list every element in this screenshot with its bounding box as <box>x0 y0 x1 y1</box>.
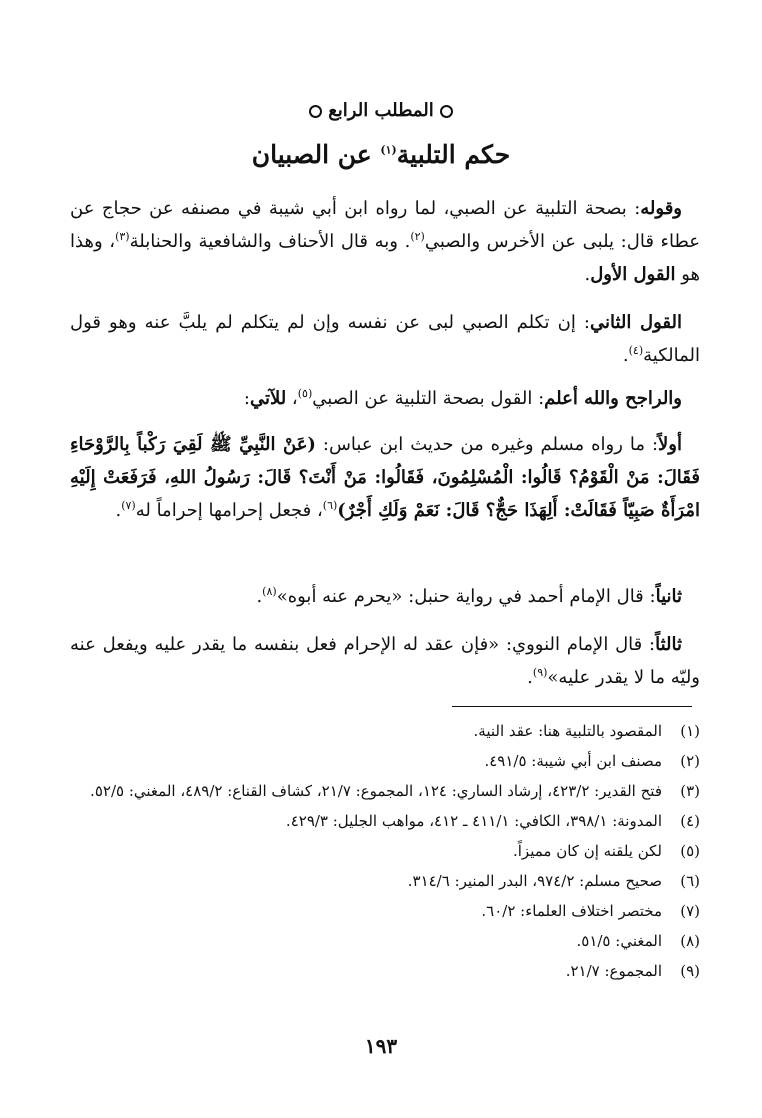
footnote-number: (٣) <box>680 782 700 800</box>
paragraph-text: ، وهذا هو <box>70 231 700 285</box>
paragraph-text: : قال الإمام أحمد في رواية حنبل: «يحرم عنه أبوه» <box>276 586 656 607</box>
footnote-item <box>70 716 700 746</box>
paragraph-text: : ما رواه مسلم وغيره من حديث ابن عباس: <box>315 434 659 455</box>
title-text: حكم التلبية <box>396 140 511 169</box>
footnote-number: (٢) <box>680 752 700 770</box>
footnote-ref: (٣) <box>115 230 130 243</box>
footnote-item <box>70 746 700 776</box>
footnote-text: المقصود بالتلبية هنا: عقد النية. <box>473 722 662 740</box>
footnote-ref: (١) <box>380 143 397 157</box>
footnote-text: لكن يلقنه إن كان مميزاً. <box>513 842 662 860</box>
paragraph-text: : بصحة التلبية عن الصبي، لما رواه ابن أبي شيبة في مصنفه عن حجاج عن عطاء قال: يلبى عن الأخرس والصبي <box>70 198 700 252</box>
paragraph-text: . <box>622 345 629 366</box>
paragraph-text: ، فجعل إحرامها إحراماً له <box>135 500 323 521</box>
footnote-item <box>70 776 700 806</box>
footnote-ref: (٧) <box>121 499 136 512</box>
paragraph <box>70 580 700 613</box>
paragraph-bold: للآتي <box>249 388 287 409</box>
circle-bullet-icon <box>309 105 322 118</box>
footnote-ref: (٢) <box>410 230 425 243</box>
footnote-item <box>70 806 700 836</box>
footnote-ref: (٩) <box>532 666 548 679</box>
section-label <box>0 100 762 121</box>
footnote-text: المغني: ٥١/٥. <box>576 932 662 950</box>
paragraph-bold: القول الأول <box>590 264 676 285</box>
paragraph-lead: وقوله <box>640 198 682 219</box>
footnote-text: صحيح مسلم: ٩٧٤/٢، البدر المنير: ٣١٤/٦. <box>407 872 662 890</box>
paragraph <box>70 382 700 415</box>
footnote-number: (٩) <box>680 962 700 980</box>
paragraph-text: : إن تكلم الصبي لبى عن نفسه وإن لم يتكلم لم يلبَّ عنه وهو قول المالكية <box>70 312 700 366</box>
footnote-text: المدونة: ٣٩٨/١، الكافي: ٤١١/١ ـ ٤١٢، مواهب الجليل: ٤٢٩/٣. <box>285 812 662 830</box>
page-title <box>0 140 762 169</box>
paragraph-lead: أولاً <box>658 434 682 455</box>
paragraph <box>70 192 700 291</box>
title-text: عن الصبيان <box>251 140 381 169</box>
footnote-item <box>70 866 700 896</box>
footnote-item <box>70 956 700 986</box>
footnote-ref: (٤) <box>628 344 644 357</box>
paragraph <box>70 428 700 527</box>
paragraph-text: . <box>527 667 533 688</box>
footnote-text: مختصر اختلاف العلماء: ٦٠/٢. <box>481 902 662 920</box>
footnote-number: (٧) <box>680 902 700 920</box>
footnote-number: (٦) <box>680 872 700 890</box>
paragraph-text: : القول بصحة التلبية عن الصبي <box>312 388 545 409</box>
hadith-quote: (عَنْ النَّبِيِّ ﷺ لَقِيَ رَكْباً بِالرَّوْحَاءِ فَقَالَ: مَنْ الْقَوْمُ؟ قَالُوا: الْمُسْلِمُونَ، فَقَالُوا: مَنْ أَنْتَ؟ قَالَ: رَسُولُ اللهِ، فَرَفَعَتْ إِلَيْهِ امْرَأَةٌ صَبِيّاً فَقَالَتْ: أَلِهَذَا حَجٌّ؟ قَالَ: نَعَمْ وَلَكِ أَجْرٌ) <box>70 434 700 521</box>
paragraph <box>70 306 700 372</box>
footnote-item <box>70 926 700 956</box>
footnote-text: مصنف ابن أبي شيبة: ٤٩١/٥. <box>484 752 662 770</box>
circle-bullet-icon <box>440 105 453 118</box>
paragraph-text: ، <box>286 388 298 409</box>
footnote-divider <box>452 706 692 707</box>
paragraph-text: : قال الإمام النووي: «فإن عقد له الإحرام فعل بنفسه ما يقدر عليه ويفعل عنه وليّه ما لا يقدر عليه» <box>70 634 700 688</box>
page-number: ١٩٣ <box>364 1034 398 1058</box>
paragraph-lead: ثالثاً <box>655 634 682 655</box>
paragraph-text: . <box>584 264 591 285</box>
footnote-number: (٨) <box>680 932 700 950</box>
footnote-number: (٥) <box>680 842 700 860</box>
footnote-ref: (٦) <box>322 499 338 512</box>
footnote-ref: (٨) <box>262 585 277 598</box>
paragraph <box>70 628 700 694</box>
paragraph-lead: ثانياً <box>655 586 682 607</box>
paragraph-text: . <box>115 500 122 521</box>
footnote-text: فتح القدير: ٤٢٣/٢، إرشاد الساري: ١٢٤، المجموع: ٢١/٧، كشاف القناع: ٤٨٩/٢، المغني: ٥٢/٥. <box>90 782 662 800</box>
footnote-number: (١) <box>680 722 700 740</box>
footnote-text: المجموع: ٢١/٧. <box>565 962 662 980</box>
paragraph-lead: والراجح والله أعلم <box>544 388 682 409</box>
footnote-ref: (٥) <box>297 387 313 400</box>
footnote-item <box>70 896 700 926</box>
footnote-item <box>70 836 700 866</box>
footnote-number: (٤) <box>680 812 700 830</box>
paragraph-text: . <box>256 586 263 607</box>
footnotes <box>70 716 700 986</box>
paragraph-lead: القول الثاني <box>589 312 682 333</box>
paragraph-text: . وبه قال الأحناف والشافعية والحنابلة <box>129 231 411 252</box>
paragraph-text: : <box>243 388 250 409</box>
section-label-text: المطلب الرابع <box>328 100 434 121</box>
